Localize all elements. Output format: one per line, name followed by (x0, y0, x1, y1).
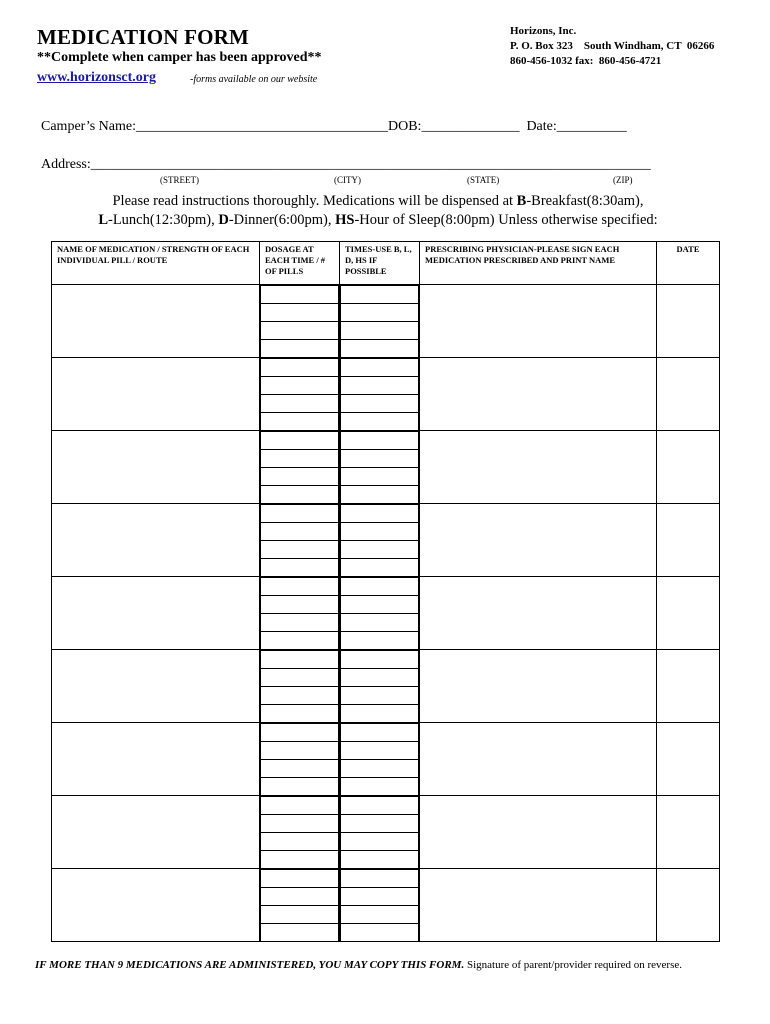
table-row (52, 796, 720, 869)
dosage-entry[interactable] (261, 724, 339, 742)
dosage-cell (260, 285, 340, 358)
dosage-entry[interactable] (261, 541, 339, 559)
dosage-entry[interactable] (261, 815, 339, 833)
times-use-entry[interactable] (341, 432, 419, 450)
times-use-cell (340, 869, 420, 942)
times-use-entry[interactable] (341, 724, 419, 742)
dosage-entry[interactable] (261, 888, 339, 906)
times-use-entry[interactable] (341, 651, 419, 669)
website-note: -forms available on our website (190, 74, 318, 85)
times-use-cell (340, 796, 420, 869)
table-row (52, 358, 720, 431)
dosage-entry[interactable] (261, 924, 339, 942)
dosage-entry[interactable] (261, 395, 339, 413)
medication-name-cell[interactable] (52, 285, 260, 358)
times-use-entry[interactable] (341, 870, 419, 888)
times-use-subgrid (340, 358, 419, 430)
times-use-entry[interactable] (341, 815, 419, 833)
date-cell[interactable] (657, 285, 720, 358)
dosage-subgrid (260, 504, 339, 576)
times-use-cell (340, 358, 420, 431)
dosage-entry[interactable] (261, 377, 339, 395)
medication-name-cell[interactable] (52, 358, 260, 431)
dosage-entry[interactable] (261, 906, 339, 924)
dosage-subgrid (260, 650, 339, 722)
code-hour-of-sleep: HS (335, 212, 355, 228)
times-use-cell (340, 285, 420, 358)
dosage-entry[interactable] (261, 304, 339, 322)
times-use-entry[interactable] (341, 614, 419, 632)
medication-table (51, 241, 720, 942)
address-line[interactable]: Address:________________________________________________________________________________ (41, 157, 651, 172)
dosage-subgrid (260, 723, 339, 795)
times-use-cell (340, 723, 420, 796)
times-use-entry[interactable] (341, 669, 419, 687)
dosage-entry[interactable] (261, 687, 339, 705)
date-cell[interactable] (657, 650, 720, 723)
medication-name-cell[interactable] (52, 431, 260, 504)
dosage-entry[interactable] (261, 322, 339, 340)
dosage-cell (260, 431, 340, 504)
times-use-entry[interactable] (341, 851, 419, 869)
times-use-subgrid (340, 650, 419, 722)
times-use-entry[interactable] (341, 797, 419, 815)
instructions-intro: Please read instructions thoroughly. Medications will be dispensed at (112, 193, 517, 209)
physician-signature-cell[interactable] (420, 869, 657, 942)
address-city-label: (CITY) (334, 175, 361, 185)
times-use-subgrid (340, 869, 419, 941)
form-title: MEDICATION FORM (37, 25, 250, 49)
physician-signature-cell[interactable] (420, 285, 657, 358)
dosage-subgrid (260, 577, 339, 649)
times-use-entry[interactable] (341, 924, 419, 942)
dosage-entry[interactable] (261, 797, 339, 815)
times-use-entry[interactable] (341, 705, 419, 723)
times-use-entry[interactable] (341, 687, 419, 705)
dosage-cell (260, 650, 340, 723)
text-breakfast: -Breakfast(8:30am), (526, 193, 644, 209)
organization-block (510, 24, 714, 69)
times-use-entry[interactable] (341, 468, 419, 486)
dosage-entry[interactable] (261, 523, 339, 541)
table-row (52, 285, 720, 358)
table-header-row (52, 242, 720, 285)
dosage-entry[interactable] (261, 651, 339, 669)
times-use-entry[interactable] (341, 304, 419, 322)
times-use-entry[interactable] (341, 377, 419, 395)
dosage-cell (260, 723, 340, 796)
dosage-entry[interactable] (261, 359, 339, 377)
organization-phone: 860-456-1032 fax: 860-456-4721 (510, 55, 662, 67)
date-cell[interactable] (657, 723, 720, 796)
times-use-cell (340, 431, 420, 504)
times-use-entry[interactable] (341, 559, 419, 577)
dosage-subgrid (260, 285, 339, 357)
medication-name-cell[interactable] (52, 869, 260, 942)
times-use-entry[interactable] (341, 578, 419, 596)
times-use-entry[interactable] (341, 359, 419, 377)
physician-signature-cell[interactable] (420, 431, 657, 504)
physician-signature-cell[interactable] (420, 358, 657, 431)
footer-emphasis: IF MORE THAN 9 MEDICATIONS ARE ADMINISTERED, YOU MAY COPY THIS FORM. (35, 959, 465, 971)
medication-name-cell[interactable] (52, 577, 260, 650)
date-cell[interactable] (657, 431, 720, 504)
times-use-cell (340, 504, 420, 577)
footer-signature-note: Signature of parent/provider required on reverse. (464, 959, 682, 971)
footer-note (35, 958, 735, 973)
header-dosage: DOSAGE AT EACH TIME / # OF PILLS (260, 242, 340, 285)
physician-signature-cell[interactable] (420, 577, 657, 650)
dosage-entry[interactable] (261, 705, 339, 723)
dosage-entry[interactable] (261, 578, 339, 596)
medication-name-cell[interactable] (52, 650, 260, 723)
date-cell[interactable] (657, 577, 720, 650)
form-subtitle: **Complete when camper has been approved** (37, 50, 322, 65)
dosage-entry[interactable] (261, 760, 339, 778)
physician-signature-cell[interactable] (420, 650, 657, 723)
header-date: DATE (657, 242, 720, 285)
address-street-label: (STREET) (160, 175, 199, 185)
medication-name-cell[interactable] (52, 723, 260, 796)
dosage-entry[interactable] (261, 778, 339, 796)
dosage-entry[interactable] (261, 851, 339, 869)
times-use-entry[interactable] (341, 523, 419, 541)
times-use-entry[interactable] (341, 596, 419, 614)
dosage-entry[interactable] (261, 870, 339, 888)
address-state-label: (STATE) (467, 175, 500, 185)
table-row (52, 650, 720, 723)
header-medication-name: NAME OF MEDICATION / STRENGTH OF EACH INDIVIDUAL PILL / ROUTE (52, 242, 260, 285)
dosage-entry[interactable] (261, 486, 339, 504)
address-zip-label: (ZIP) (613, 175, 633, 185)
times-use-subgrid (340, 504, 419, 576)
dosage-entry[interactable] (261, 559, 339, 577)
text-lunch: -Lunch(12:30pm), (107, 212, 219, 228)
times-use-entry[interactable] (341, 742, 419, 760)
times-use-subgrid (340, 723, 419, 795)
dosage-entry[interactable] (261, 286, 339, 304)
date-cell[interactable] (657, 796, 720, 869)
website-link[interactable]: www.horizonsct.org (37, 70, 156, 85)
dosage-entry[interactable] (261, 632, 339, 650)
times-use-subgrid (340, 577, 419, 649)
organization-address: P. O. Box 323 South Windham, CT 06266 (510, 40, 715, 52)
table-row (52, 723, 720, 796)
table-row (52, 504, 720, 577)
header-times-use: TIMES-USE B, L, D, HS IF POSSIBLE (340, 242, 420, 285)
code-dinner: D (218, 212, 229, 228)
dosage-subgrid (260, 431, 339, 503)
times-use-entry[interactable] (341, 906, 419, 924)
code-lunch: L (98, 212, 108, 228)
dosage-cell (260, 504, 340, 577)
times-use-entry[interactable] (341, 486, 419, 504)
medication-rows (52, 285, 720, 942)
times-use-entry[interactable] (341, 340, 419, 358)
dosage-entry[interactable] (261, 340, 339, 358)
times-use-entry[interactable] (341, 888, 419, 906)
date-cell[interactable] (657, 504, 720, 577)
dosage-subgrid (260, 869, 339, 941)
dosage-entry[interactable] (261, 450, 339, 468)
dosage-entry[interactable] (261, 833, 339, 851)
medication-name-cell[interactable] (52, 504, 260, 577)
dosage-cell (260, 796, 340, 869)
organization-name: Horizons, Inc. (510, 25, 577, 37)
dosage-cell (260, 358, 340, 431)
dosage-entry[interactable] (261, 614, 339, 632)
times-use-entry[interactable] (341, 833, 419, 851)
times-use-entry[interactable] (341, 760, 419, 778)
times-use-entry[interactable] (341, 395, 419, 413)
medication-name-cell[interactable] (52, 796, 260, 869)
dosage-subgrid (260, 358, 339, 430)
dosage-entry[interactable] (261, 669, 339, 687)
dosage-entry[interactable] (261, 742, 339, 760)
dispensing-instructions (58, 192, 698, 230)
physician-signature-cell[interactable] (420, 796, 657, 869)
times-use-subgrid (340, 796, 419, 868)
dosage-entry[interactable] (261, 468, 339, 486)
times-use-entry[interactable] (341, 413, 419, 431)
date-cell[interactable] (657, 358, 720, 431)
code-breakfast: B (516, 193, 527, 209)
times-use-entry[interactable] (341, 322, 419, 340)
table-row (52, 431, 720, 504)
dosage-subgrid (260, 796, 339, 868)
times-use-cell (340, 650, 420, 723)
table-row (52, 577, 720, 650)
times-use-subgrid (340, 431, 419, 503)
dosage-cell (260, 869, 340, 942)
text-hour-of-sleep: -Hour of Sleep(8:00pm) Unless otherwise specified: (354, 212, 658, 228)
dosage-cell (260, 577, 340, 650)
physician-signature-cell[interactable] (420, 723, 657, 796)
physician-signature-cell[interactable] (420, 504, 657, 577)
text-dinner: -Dinner(6:00pm), (228, 212, 336, 228)
table-row (52, 869, 720, 942)
dosage-entry[interactable] (261, 432, 339, 450)
times-use-entry[interactable] (341, 505, 419, 523)
dosage-entry[interactable] (261, 413, 339, 431)
times-use-entry[interactable] (341, 632, 419, 650)
date-cell[interactable] (657, 869, 720, 942)
dosage-entry[interactable] (261, 596, 339, 614)
times-use-subgrid (340, 285, 419, 357)
times-use-entry[interactable] (341, 541, 419, 559)
times-use-entry[interactable] (341, 450, 419, 468)
times-use-entry[interactable] (341, 778, 419, 796)
campers-name-dob-date-line[interactable]: Camper’s Name:____________________________________DOB:______________ Date:__________ (41, 119, 627, 134)
dosage-entry[interactable] (261, 505, 339, 523)
header-physician: PRESCRIBING PHYSICIAN-PLEASE SIGN EACH MEDICATION PRESCRIBED AND PRINT NAME (420, 242, 657, 285)
times-use-cell (340, 577, 420, 650)
times-use-entry[interactable] (341, 286, 419, 304)
